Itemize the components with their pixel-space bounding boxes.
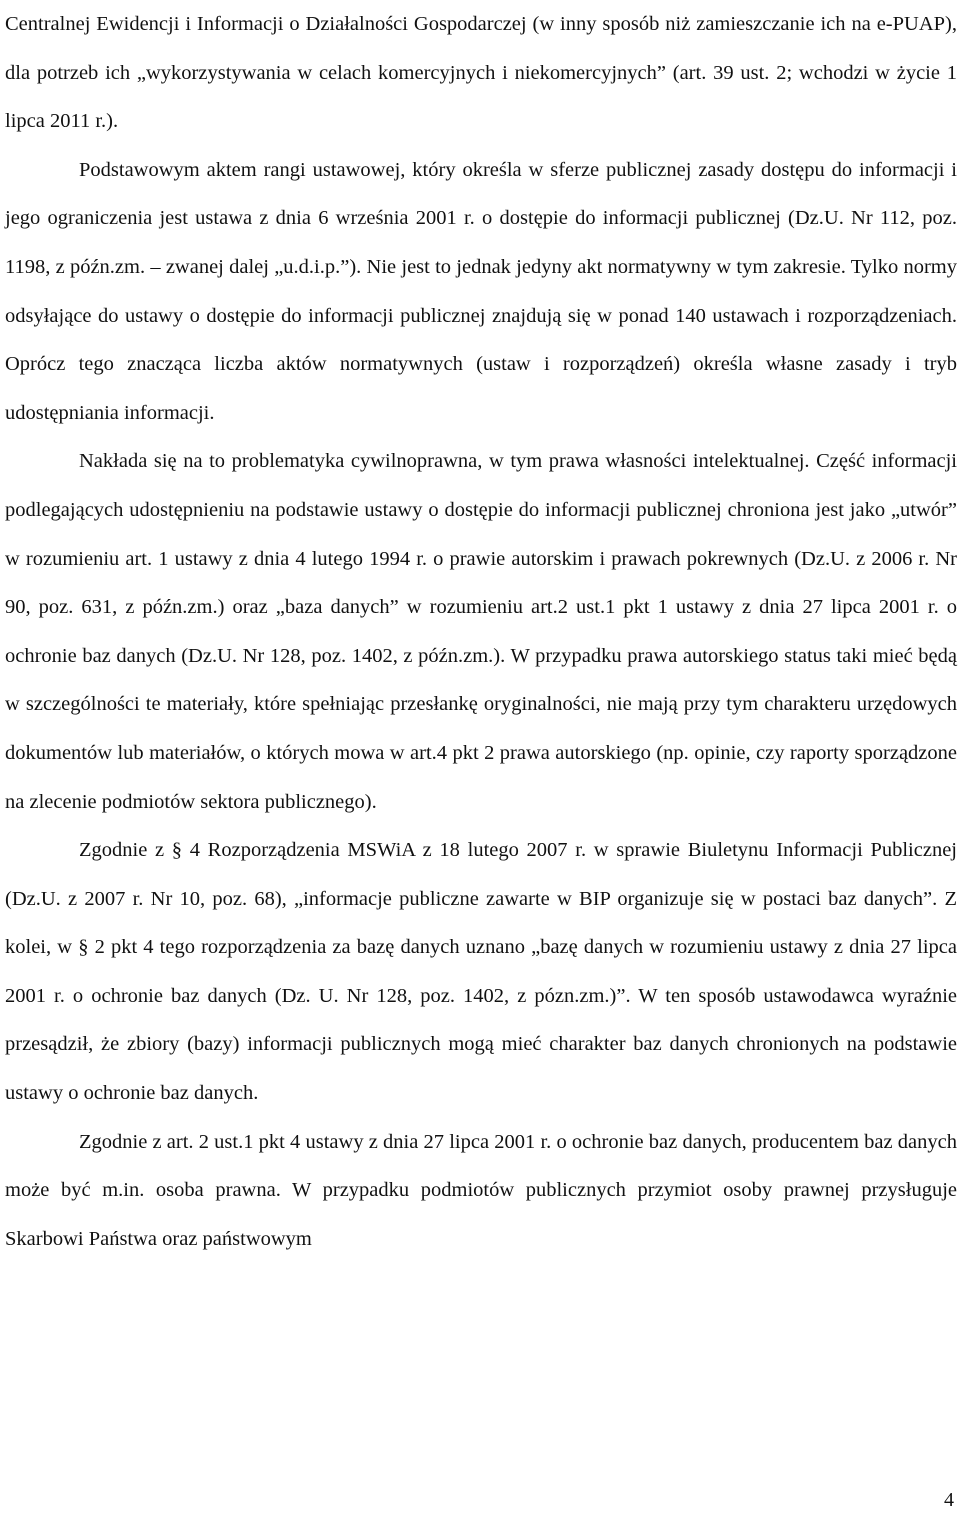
paragraph-4: Zgodnie z § 4 Rozporządzenia MSWiA z 18 lutego 2007 r. w sprawie Biuletynu Informacji Publicznej (Dz.U. z 2007 r. Nr 10, poz. 68), „informacje publiczne zawarte w BIP organizuje się w postaci baz danych”. Z kolei, w § 2 pkt 4 tego rozporządzenia za bazę danych uznano „bazę danych w rozumieniu ustawy z dnia 27 lipca 2001 r. o ochronie baz danych (Dz. U. Nr 128, poz. 1402, z pózn.zm.)”. W ten sposób ustawodawca wyraźnie przesądził, że zbiory (bazy) informacji publicznych mogą mieć charakter baz danych chronionych na podstawie ustawy o ochronie baz danych. (5, 839, 957, 1105)
page-number: 4 (944, 1489, 954, 1511)
paragraph-1: Centralnej Ewidencji i Informacji o Działalności Gospodarczej (w inny sposób niż zamieszczanie ich na e-PUAP), dla potrzeb ich „wykorzystywania w celach komercyjnych i niekomercyjnych” (art. 39 ust. 2; wchodzi w życie 1 lipca 2011 r.). (5, 13, 957, 133)
paragraph-3: Nakłada się na to problematyka cywilnoprawna, w tym prawa własności intelektualnej. Część informacji podlegających udostępnieniu na podstawie ustawy o dostępie do informacji publicznej chroniona jest jako „utwór” w rozumieniu art. 1 ustawy z dnia 4 lutego 1994 r. o prawie autorskim i prawach pokrewnych (Dz.U. z 2006 r. Nr 90, poz. 631, z późn.zm.) oraz „baza danych” w rozumieniu art.2 ust.1 pkt 1 ustawy z dnia 27 lipca 2001 r. o ochronie baz danych (Dz.U. Nr 128, poz. 1402, z późn.zm.). W przypadku prawa autorskiego status taki mieć będą w szczególności te materiały, które spełniając przesłankę oryginalności, nie mają przy tym charakteru urzędowych dokumentów lub materiałów, o których mowa w art.4 pkt 2 prawa autorskiego (np. opinie, czy raporty sporządzone na zlecenie podmiotów sektora publicznego). (5, 450, 957, 813)
paragraph-5: Zgodnie z art. 2 ust.1 pkt 4 ustawy z dnia 27 lipca 2001 r. o ochronie baz danych, producentem baz danych może być m.in. osoba prawna. W przypadku podmiotów publicznych przymiot osoby prawnej przysługuje Skarbowi Państwa oraz państwowym (5, 1130, 957, 1250)
paragraph-2: Podstawowym aktem rangi ustawowej, który określa w sferze publicznej zasady dostępu do informacji i jego ograniczenia jest ustawa z dnia 6 września 2001 r. o dostępie do informacji publicznej (Dz.U. Nr 112, poz. 1198, z późn.zm. – zwanej dalej „u.d.i.p.”). Nie jest to jednak jedyny akt normatywny w tym zakresie. Tylko normy odsyłające do ustawy o dostępie do informacji publicznej znajdują się w ponad 140 ustawach i rozporządzeniach. Oprócz tego znacząca liczba aktów normatywnych (ustaw i rozporządzeń) określa własne zasady i tryb udostępniania informacji. (5, 158, 957, 424)
document-page (5, 0, 957, 1263)
